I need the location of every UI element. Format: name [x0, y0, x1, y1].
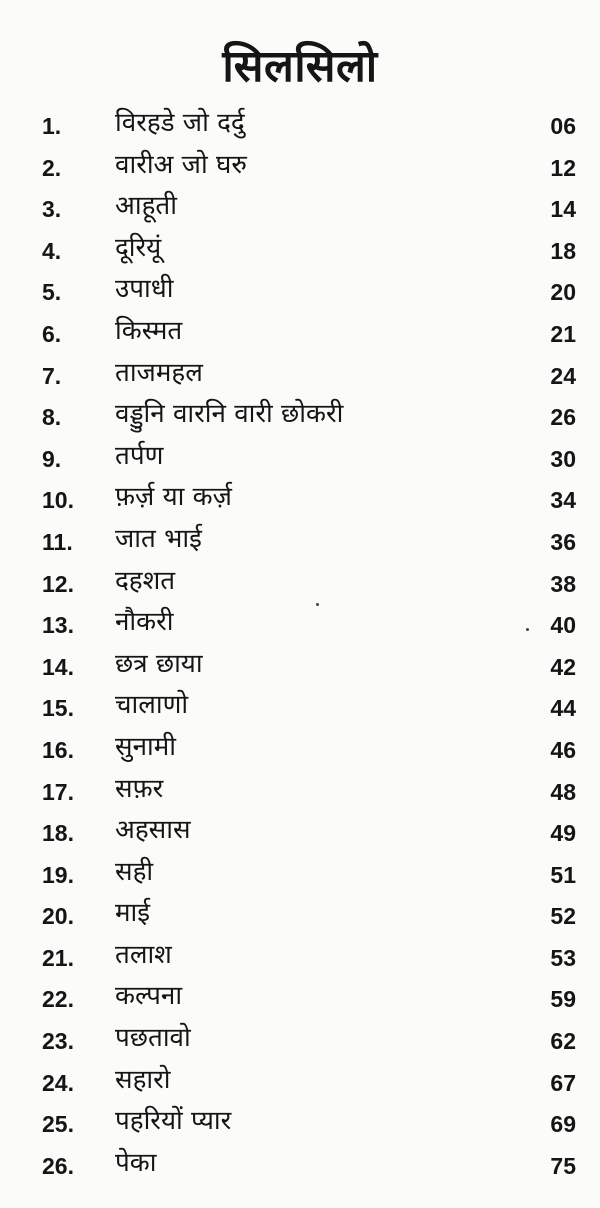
entry-number: 14. — [42, 653, 74, 680]
contents-row — [0, 519, 600, 561]
contents-row — [0, 269, 600, 311]
contents-row — [0, 436, 600, 478]
entry-title: तर्पण — [115, 440, 164, 471]
entry-number: 16. — [42, 736, 74, 763]
entry-title: सही — [115, 856, 154, 887]
entry-number: 20. — [42, 903, 74, 930]
entry-page-number: 21 — [550, 320, 576, 347]
entry-title: नौकरी — [115, 607, 174, 638]
entry-title: विरहडे जो दर्दु — [115, 108, 245, 138]
entry-page-number: 40 — [550, 612, 576, 639]
contents-row — [0, 727, 600, 769]
entry-title: पहरियों प्यार — [115, 1106, 232, 1137]
entry-number: 7. — [42, 362, 62, 389]
entry-title: सफ़र — [115, 773, 164, 804]
entry-number: 17. — [42, 778, 74, 805]
entry-page-number: 62 — [550, 1028, 576, 1055]
contents-row — [0, 1101, 600, 1143]
entry-number: 26. — [42, 1152, 74, 1179]
entry-page-number: 24 — [550, 362, 576, 389]
entry-number: 4. — [42, 237, 62, 264]
entry-title: आहूती — [115, 191, 177, 222]
entry-number: 15. — [42, 695, 74, 722]
entry-page-number: 36 — [550, 528, 576, 555]
entry-page-number: 75 — [550, 1152, 576, 1179]
entry-number: 13. — [42, 612, 74, 639]
entry-page-number: 30 — [550, 445, 576, 472]
entry-number: 10. — [42, 487, 74, 514]
contents-row — [0, 103, 600, 145]
entry-title: वड्डुनि वारनि वारी छोकरी — [115, 399, 344, 430]
entry-page-number: 34 — [550, 487, 576, 514]
entry-page-number: 46 — [550, 736, 576, 763]
contents-row — [0, 852, 600, 894]
contents-row — [0, 935, 600, 977]
entry-number: 9. — [42, 445, 62, 472]
entry-title: कल्पना — [115, 981, 183, 1012]
entry-number: 12. — [42, 570, 74, 597]
entry-title: माई — [115, 898, 151, 929]
entry-number: 3. — [42, 196, 62, 223]
entry-number: 25. — [42, 1111, 74, 1138]
page-title: सिलसिलो — [222, 41, 378, 92]
contents-row — [0, 1143, 600, 1185]
contents-row — [0, 1018, 600, 1060]
entry-title: ताजमहल — [115, 357, 203, 388]
entry-title: दहशत — [115, 565, 176, 596]
contents-row — [0, 685, 600, 727]
entry-page-number: 59 — [550, 986, 576, 1013]
entry-number: 2. — [42, 154, 62, 181]
entry-number: 19. — [42, 861, 74, 888]
entry-title: दूरियूं — [115, 232, 162, 263]
entry-number: 6. — [42, 320, 62, 347]
contents-row — [0, 810, 600, 852]
contents-row — [0, 477, 600, 519]
entry-page-number: 12 — [550, 154, 576, 181]
contents-row — [0, 228, 600, 270]
entry-title: उपाधी — [115, 274, 174, 305]
contents-row — [0, 311, 600, 353]
contents-row — [0, 769, 600, 811]
entry-page-number: 26 — [550, 404, 576, 431]
entry-number: 23. — [42, 1028, 74, 1055]
entry-page-number: 69 — [550, 1111, 576, 1138]
entry-page-number: 48 — [550, 778, 576, 805]
entry-title: वारीअ जो घरु — [115, 149, 247, 180]
entry-number: 1. — [42, 113, 62, 139]
contents-row — [0, 394, 600, 436]
entry-title: जात भाई — [115, 523, 202, 554]
contents-row — [0, 145, 600, 187]
entry-title: पेका — [115, 1147, 157, 1178]
entry-number: 22. — [42, 986, 74, 1013]
entry-page-number: 44 — [550, 695, 576, 722]
paper-speck — [526, 628, 529, 631]
entry-page-number: 38 — [550, 570, 576, 597]
entry-page-number: 67 — [550, 1069, 576, 1096]
entry-number: 21. — [42, 944, 74, 971]
paper-speck — [316, 603, 319, 606]
contents-row — [0, 644, 600, 686]
entry-title: छत्र छाया — [115, 648, 203, 679]
entry-title: तलाश — [115, 939, 172, 970]
entry-page-number: 42 — [550, 653, 576, 680]
entry-page-number: 49 — [550, 820, 576, 847]
entry-number: 11. — [42, 528, 73, 555]
contents-row — [0, 561, 600, 603]
entry-number: 8. — [42, 404, 62, 431]
entry-page-number: 51 — [550, 861, 576, 888]
entry-number: 5. — [42, 279, 62, 306]
entry-title: सहारो — [115, 1064, 171, 1095]
entry-number: 18. — [42, 820, 74, 847]
entry-number: 24. — [42, 1069, 74, 1096]
entry-page-number: 06 — [550, 113, 576, 139]
contents-row — [0, 186, 600, 228]
contents-row — [0, 602, 600, 644]
contents-list — [0, 103, 600, 1184]
contents-row — [0, 353, 600, 395]
entry-page-number: 18 — [550, 237, 576, 264]
contents-row — [0, 1060, 600, 1102]
contents-row — [0, 976, 600, 1018]
entry-title: सुनामी — [115, 731, 177, 762]
entry-title: पछतावो — [115, 1023, 191, 1054]
entry-title: फ़र्ज़ या कर्ज़ — [115, 482, 232, 513]
entry-title: अहसास — [115, 815, 191, 846]
entry-page-number: 20 — [550, 279, 576, 306]
contents-row — [0, 893, 600, 935]
entry-page-number: 52 — [550, 903, 576, 930]
entry-title: चालाणो — [115, 690, 189, 721]
entry-title: किस्मत — [115, 315, 183, 346]
entry-page-number: 53 — [550, 944, 576, 971]
entry-page-number: 14 — [550, 196, 576, 223]
